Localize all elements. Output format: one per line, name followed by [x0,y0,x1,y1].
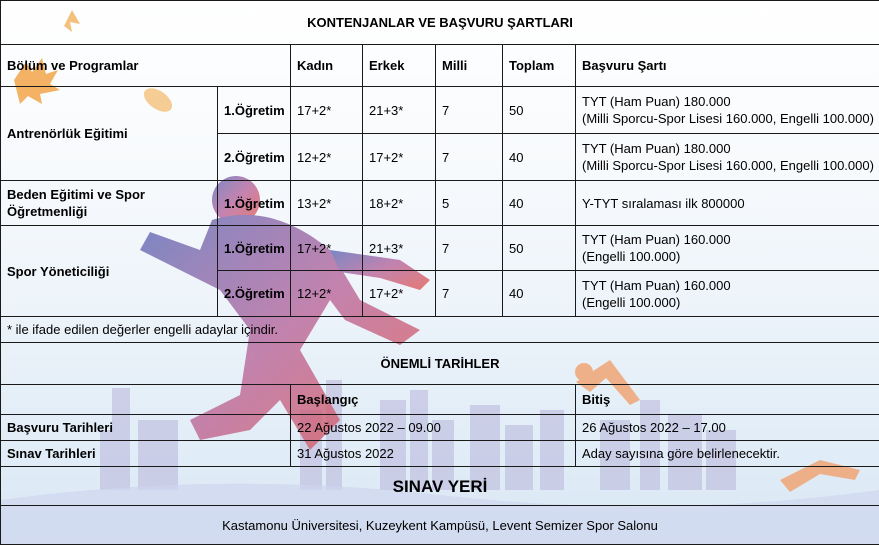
footnote: * ile ifade edilen değerler engelli adaylar içindir. [1,317,879,343]
requirement-cell [576,134,879,181]
national-quota: 7 [436,87,503,134]
female-quota: 17+2* [291,87,363,134]
male-quota: 21+3* [363,226,436,271]
quota-title: KONTENJANLAR VE BAŞVURU ŞARTLARI [1,1,879,45]
shift-label: 1.Öğretim [218,181,291,226]
application-dates-label: Başvuru Tarihleri [1,415,291,441]
total-quota: 50 [503,226,576,271]
female-quota: 12+2* [291,134,363,181]
requirement-detail: (Milli Sporcu-Spor Lisesi 160.000, Engelli 100.000) [582,158,874,173]
application-start: 22 Ağustos 2022 – 09.00 [291,415,576,441]
national-quota: 7 [436,226,503,271]
total-quota: 40 [503,134,576,181]
table-row [1,181,879,226]
requirement-cell [576,226,879,271]
header-national: Milli [436,45,503,87]
end-date-header: Bitiş [576,385,879,415]
header-male: Erkek [363,45,436,87]
shift-label: 2.Öğretim [218,271,291,317]
requirement-cell [576,271,879,317]
exam-start: 31 Ağustos 2022 [291,441,576,467]
requirement-line: TYT (Ham Puan) 160.000 [582,277,731,293]
male-quota: 21+3* [363,87,436,134]
table-row [1,226,879,271]
start-date-header: Başlangıç [291,385,576,415]
male-quota: 18+2* [363,181,436,226]
table-row [1,87,879,134]
total-quota: 40 [503,181,576,226]
header-total: Toplam [503,45,576,87]
requirement-line: TYT (Ham Puan) 180.000 [582,94,731,109]
national-quota: 7 [436,134,503,181]
table-row [1,441,879,467]
national-quota: 7 [436,271,503,317]
dates-empty-cell [1,385,291,415]
requirement-detail: (Milli Sporcu-Spor Lisesi 160.000, Engelli 100.000) [582,111,874,126]
female-quota: 12+2* [291,271,363,317]
requirement-cell: Y-TYT sıralaması ilk 800000 [576,181,879,226]
dates-title: ÖNEMLİ TARİHLER [1,343,879,385]
header-program: Bölüm ve Programlar [1,45,291,87]
table-row [1,415,879,441]
department-name: Spor Yöneticiliği [1,226,218,317]
venue-title: SINAV YERİ [1,467,879,506]
total-quota: 40 [503,271,576,317]
female-quota: 17+2* [291,226,363,271]
department-name: Beden Eğitimi ve Spor Öğretmenliği [1,181,218,226]
shift-label: 1.Öğretim [218,87,291,134]
total-quota: 50 [503,87,576,134]
requirement-detail: (Engelli 100.000) [582,249,681,264]
male-quota: 17+2* [363,134,436,181]
female-quota: 13+2* [291,181,363,226]
shift-label: 2.Öğretim [218,134,291,181]
requirement-line: TYT (Ham Puan) 160.000 [582,232,731,247]
requirement-line: TYT (Ham Puan) 180.000 [582,141,731,156]
national-quota: 5 [436,181,503,226]
exam-end: Aday sayısına göre belirlenecektir. [576,441,879,467]
header-requirement: Başvuru Şartı [576,45,879,87]
requirement-cell [576,87,879,134]
application-end: 26 Ağustos 2022 – 17.00 [576,415,879,441]
exam-location: Kastamonu Üniversitesi, Kuzeykent Kampüsü, Levent Semizer Spor Salonu [1,506,879,545]
department-name: Antrenörlük Eğitimi [1,87,218,181]
requirement-detail: (Engelli 100.000) [582,294,681,310]
exam-dates-label: Sınav Tarihleri [1,441,291,467]
header-female: Kadın [291,45,363,87]
shift-label: 1.Öğretim [218,226,291,271]
male-quota: 17+2* [363,271,436,317]
